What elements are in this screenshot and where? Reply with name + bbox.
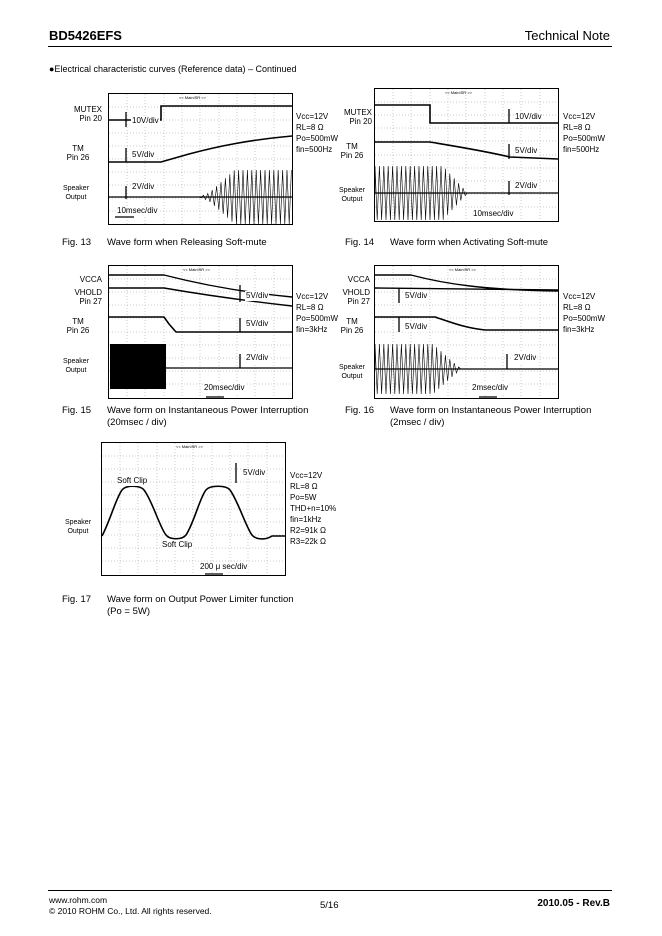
vcca-label: VCCA (347, 275, 370, 284)
scope-banner: << MainISR >> (183, 267, 210, 272)
tm-label: TM Pin 26 (340, 142, 364, 160)
footer-url: www.rohm.com (49, 895, 108, 905)
tm-trace (375, 317, 558, 330)
speaker-trace (110, 344, 166, 389)
tm-scale: 5V/div (132, 150, 155, 159)
tm-label: TM Pin 26 (66, 317, 90, 335)
revision: 2010.05 - Rev.B (537, 898, 610, 909)
vhold-trace (375, 288, 558, 290)
vcca-label: VCCA (79, 275, 102, 284)
test-conditions: Vcc=12V RL=8 Ω Po=500mW fin=500Hz (296, 112, 339, 154)
footer-copyright: © 2010 ROHM Co., Ltd. All rights reserved. (49, 906, 212, 916)
vhold-label: VHOLD Pin 27 (74, 288, 102, 306)
speaker-label: Speaker Output (62, 358, 90, 374)
mutex-scale: 10V/div (515, 112, 542, 121)
time-scale: 200 μ sec/div (200, 562, 248, 571)
speaker-label: Speaker Output (62, 185, 90, 201)
waveform-fig16 (375, 266, 558, 398)
speaker-scale: 2V/div (132, 182, 155, 191)
tm-label: TM Pin 26 (340, 317, 364, 335)
scope-fig16 (374, 265, 559, 399)
speaker-scale: 5V/div (243, 468, 266, 477)
speaker-label: Speaker Output (338, 187, 366, 203)
header-rule (48, 46, 612, 47)
clip-label-top: Soft Clip (117, 476, 148, 485)
scope-banner: << MainISR >> (176, 444, 203, 449)
footer-rule (48, 890, 612, 891)
figure-caption: Fig. 16 Wave form on Instantaneous Power Interruption (2msec / div) (345, 405, 592, 428)
time-scale: 2msec/div (472, 383, 509, 392)
speaker-scale: 2V/div (246, 353, 269, 362)
figure-caption: Fig. 15 Wave form on Instantaneous Power Interruption (20msec / div) (62, 405, 309, 428)
document-type: Technical Note (524, 28, 610, 43)
speaker-trace (102, 486, 285, 539)
speaker-label: Speaker Output (338, 364, 366, 380)
time-scale: 10msec/div (117, 206, 158, 215)
time-scale: 10msec/div (473, 209, 514, 218)
document-id: BD5426EFS (49, 28, 122, 43)
scope-banner: << MainISR >> (449, 267, 476, 272)
page-number: 5/16 (320, 900, 339, 911)
scope-banner: << MainISR >> (179, 95, 206, 100)
scope-fig15 (108, 265, 293, 399)
scope-fig17 (101, 442, 286, 576)
vhold-label: VHOLD Pin 27 (342, 288, 370, 306)
mutex-label: MUTEX Pin 20 (344, 108, 372, 126)
scope-fig13 (108, 93, 293, 225)
speaker-label: Speaker Output (64, 519, 92, 535)
figure-caption: Fig. 14 Wave form when Activating Soft-mute (345, 237, 549, 248)
vhold-scale: 5V/div (246, 291, 269, 300)
vhold-scale: 5V/div (405, 291, 428, 300)
figure-caption: Fig. 13 Wave form when Releasing Soft-mute (62, 237, 267, 248)
figure-caption: Fig. 17 Wave form on Output Power Limiter function (Po = 5W) (62, 594, 294, 617)
test-conditions: Vcc=12V RL=8 Ω Po=500mW fin=3kHz (563, 292, 606, 334)
time-scale: 20msec/div (204, 383, 245, 392)
test-conditions: Vcc=12V RL=8 Ω Po=500mW fin=3kHz (296, 292, 339, 334)
waveform-fig15 (109, 266, 292, 398)
scope-banner: << MainISR >> (445, 90, 472, 95)
tm-scale: 5V/div (246, 319, 269, 328)
waveform-fig17 (102, 443, 285, 575)
mutex-scale: 10V/div (132, 116, 159, 125)
tm-label: TM Pin 26 (66, 144, 90, 162)
speaker-scale: 2V/div (514, 353, 537, 362)
speaker-trace (375, 166, 470, 220)
mutex-label: MUTEX Pin 20 (74, 105, 102, 123)
scope-fig14 (374, 88, 559, 222)
test-conditions: Vcc=12V RL=8 Ω Po=500mW fin=500Hz (563, 112, 606, 154)
tm-scale: 5V/div (405, 322, 428, 331)
clip-label-bottom: Soft Clip (162, 540, 193, 549)
test-conditions: Vcc=12V RL=8 Ω Po=5W THD+n=10% fin=1kHz R2=91k Ω R3=22k Ω (290, 471, 337, 546)
speaker-scale: 2V/div (515, 181, 538, 190)
section-title: ●Electrical characteristic curves (Reference data) – Continued (49, 64, 297, 74)
tm-scale: 5V/div (515, 146, 538, 155)
